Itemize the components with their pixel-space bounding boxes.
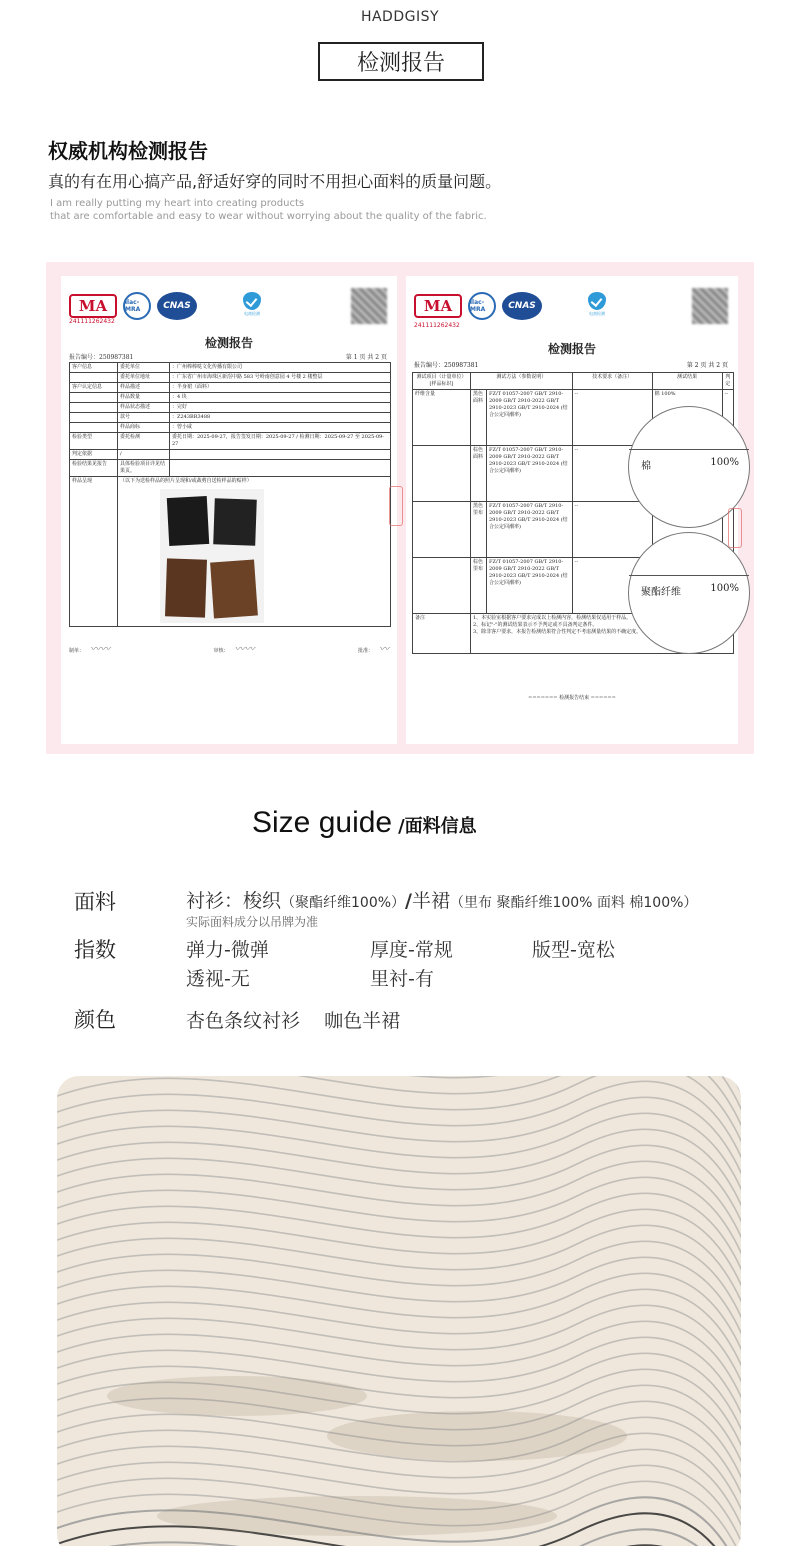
report-info-cell: / — [118, 450, 170, 460]
sign-check-label: 审核： — [213, 648, 229, 654]
thickness-value: 厚度-常规 — [370, 939, 453, 961]
ilac-seal-icon — [123, 292, 151, 320]
fabric-stripe — [57, 1076, 741, 1164]
report-info-cell: ：曾小咸 — [170, 423, 391, 433]
report-info-cell: ：广州棒棒哒文化传播有限公司 — [170, 363, 391, 373]
black-fabric-sample — [167, 496, 209, 546]
fabric-shirt: 衬衫：梭织 — [186, 890, 282, 912]
report-info-row — [70, 460, 391, 477]
fabric-note: 实际面料成分以吊牌为准 — [186, 915, 319, 929]
fabric-shirt-detail: （聚酯纤维100%） — [281, 895, 406, 911]
shield-check-icon — [239, 292, 265, 320]
color-value: 杏色条纹衬衫 咖色半裙 — [186, 1010, 401, 1032]
report-panel — [46, 262, 754, 754]
header-method: 测试方法（参数说明） — [471, 373, 573, 390]
report-info-row — [70, 383, 391, 393]
cma-label-2: MA — [423, 297, 453, 315]
fit-value: 版型-宽松 — [532, 939, 615, 961]
report-info-row — [70, 403, 391, 413]
report-info-cell: 样品状态描述 — [118, 403, 170, 413]
shield-check-icon-2 — [584, 292, 610, 320]
report-number: 报告编号：250987381 — [69, 354, 134, 361]
report-info-cell: ：Z243BR3488 — [170, 413, 391, 423]
fabric-stripe — [57, 1076, 741, 1212]
cnas-logo — [157, 292, 197, 320]
report-info-cell: 款号 — [118, 413, 170, 423]
report-info-cell: 委托日期：2025-09-27，报告签发日期：2025-09-27 / 检测日期：2025-09-27 至 2025-09-27 — [170, 433, 391, 450]
zoom-circle-polyester — [628, 532, 750, 654]
report-info-cell: ：4 块 — [170, 393, 391, 403]
sample-id-cell: 棕色里布 — [471, 558, 487, 614]
requirement-cell: -- — [572, 558, 652, 614]
sign-approve-label: 批准： — [357, 648, 373, 654]
report-info-cell: ：广东省广州市海珠区新滘中路 583 号岭南创意园 4 号楼 2 楼整层 — [170, 373, 391, 383]
report-info-cell — [70, 423, 118, 433]
authority-subheading: 真的有在用心搞产品,舒适好穿的同时不用担心面料的质量问题。 — [48, 172, 502, 191]
judgement-cell: -- — [722, 390, 733, 446]
fabric-skirt-detail: （里布 聚酯纤维100% 面料 棉100%） — [450, 895, 698, 911]
report-info-cell — [70, 373, 118, 383]
report-page-2 — [406, 276, 738, 744]
elasticity-value: 弹力-微弹 — [186, 939, 269, 961]
report-info-row — [70, 373, 391, 383]
ilac-seal-icon-2 — [468, 292, 496, 320]
report-info-cell: 样品商标 — [118, 423, 170, 433]
fiber-item-cell: 纤维含量 — [413, 390, 471, 446]
sample-photo-label: 样品呈现 — [70, 477, 118, 627]
report-info-cell: 具体检验项目详见结果页。 — [118, 460, 170, 477]
fiber-table-header — [413, 373, 734, 390]
english-line-1: I am really putting my heart into creating products — [50, 198, 305, 209]
signature-1: 〰〰 — [90, 644, 111, 655]
fabric-stripe — [57, 1076, 741, 1084]
fabric-fold-shadow — [157, 1496, 557, 1536]
report-info-row — [70, 363, 391, 373]
report-info-cell: 委托检测 — [118, 433, 170, 450]
method-cell: FZ/T 01057-2007 GB/T 2910-2009 GB/T 2910-2022 GB/T 2910-2023 GB/T 2910-2024 (结合公定回潮率) — [487, 558, 573, 614]
result-cell: 棉 100% — [652, 390, 722, 446]
method-cell: FZ/T 01057-2007 GB/T 2910-2009 GB/T 2910-2022 GB/T 2910-2023 GB/T 2910-2024 (结合公定回潮率) — [487, 390, 573, 446]
sample-id-cell: 棕色面料 — [471, 446, 487, 502]
cma-label: MA — [78, 297, 108, 315]
certification-logos-2 — [414, 292, 686, 320]
report-info-cell — [70, 393, 118, 403]
qr-code-icon-2 — [692, 288, 728, 324]
report-info-cell: 客户信息 — [70, 363, 118, 373]
shield-label: 电商检测 — [244, 311, 260, 316]
black-lining-sample — [213, 498, 257, 545]
zoom-polyester-value: 100% — [710, 583, 739, 594]
report-info-cell: ：半身裙（面料） — [170, 383, 391, 393]
report-info-cell — [70, 403, 118, 413]
size-guide-en: Size guide — [252, 806, 393, 839]
lining-value: 里衬-有 — [370, 968, 434, 990]
report-info-table — [69, 362, 391, 627]
english-line-2: that are comfortable and easy to wear without worrying about the quality of the fabric. — [50, 211, 487, 222]
report-info-cell: 样品数量 — [118, 393, 170, 403]
size-guide-cn: /面料信息 — [398, 816, 477, 837]
fabric-stripe — [57, 1076, 741, 1228]
remark-1: 1、本实验室根据客户要求完成以上检测内容，检测结果仅适用于样品。 — [473, 615, 632, 621]
cma-number: 241111262432 — [69, 318, 115, 325]
authority-english-text — [50, 197, 487, 223]
remarks-label: 备注 — [413, 614, 471, 654]
report-info-row — [70, 433, 391, 450]
requirement-cell: -- — [572, 502, 652, 558]
fabric-stripe — [57, 1076, 741, 1148]
fabric-closeup-photo — [57, 1076, 741, 1546]
report-title-2: 检测报告 — [547, 342, 596, 356]
section-title-box: 检测报告 — [318, 42, 484, 81]
report-title: 检测报告 — [204, 336, 253, 350]
size-guide-title — [252, 806, 477, 840]
header-test-item: 测试项目（计量单位）[样品标识] — [413, 373, 471, 390]
header-judgement: 判定 — [722, 373, 733, 390]
report-info-cell: 委托单位地址 — [118, 373, 170, 383]
ilac-label: ilac-MRA — [125, 299, 141, 313]
fabric-stripe — [57, 1076, 741, 1100]
report-info-cell: 判定依据 — [70, 450, 118, 460]
report-info-cell: ：完好 — [170, 403, 391, 413]
fabric-fold-shadow — [107, 1376, 367, 1416]
brown-lining-sample — [210, 560, 258, 619]
certification-logos — [69, 292, 341, 320]
method-cell: FZ/T 01057-2007 GB/T 2910-2009 GB/T 2910-2022 GB/T 2910-2023 GB/T 2910-2024 (结合公定回潮率) — [487, 446, 573, 502]
report-info-cell: 检验类型 — [70, 433, 118, 450]
report-info-cell: 客户认定信息 — [70, 383, 118, 393]
requirement-cell: -- — [572, 390, 652, 446]
report-info-row — [70, 423, 391, 433]
qr-code-icon — [351, 288, 387, 324]
cma-logo-2 — [414, 294, 462, 318]
authority-heading: 权威机构检测报告 — [48, 139, 208, 163]
report-info-cell: 委托单位 — [118, 363, 170, 373]
cma-number-2: 241111262432 — [414, 322, 460, 329]
fabric-value — [186, 886, 697, 913]
report-info-cell — [170, 460, 391, 477]
signature-row — [69, 640, 389, 655]
method-cell: FZ/T 01057-2007 GB/T 2910-2009 GB/T 2910-2022 GB/T 2910-2023 GB/T 2910-2024 (结合公定回潮率) — [487, 502, 573, 558]
report-number-2: 报告编号：250987381 — [414, 362, 479, 369]
fabric-stripe — [57, 1076, 741, 1180]
sheer-value: 透视-无 — [186, 968, 250, 990]
report-info-row — [70, 413, 391, 423]
header-requirement: 技术要求（备注） — [572, 373, 652, 390]
signature-3: 〰 — [378, 644, 389, 655]
zoom-cotton-label: 棉 — [641, 461, 651, 472]
ilac-label-2: ilac-MRA — [470, 299, 486, 313]
zoom-polyester-label: 聚酯纤维 — [641, 587, 681, 598]
color-label: 颜色 — [74, 1008, 116, 1032]
sample-photos — [160, 489, 264, 623]
red-stamp-mark — [389, 486, 403, 526]
report-page-number-2: 第 2 页 共 2 页 — [686, 362, 728, 369]
index-label: 指数 — [74, 938, 116, 962]
header-result: 测试结果 — [652, 373, 722, 390]
brand-name: HADDGISY — [360, 9, 440, 25]
signature-2: 〰〰 — [234, 644, 255, 655]
requirement-cell: -- — [572, 446, 652, 502]
fabric-fold-shadow — [327, 1411, 627, 1461]
fabric-separator: / — [405, 890, 412, 912]
report-page-1 — [61, 276, 397, 744]
fabric-stripe — [57, 1076, 741, 1132]
fiber-item-cell — [413, 446, 471, 502]
fiber-item-cell — [413, 502, 471, 558]
shield-label-2: 电商检测 — [589, 311, 605, 316]
report-info-cell: 检验结果见报告 — [70, 460, 118, 477]
report-info-cell: 样品描述 — [118, 383, 170, 393]
fiber-item-cell — [413, 558, 471, 614]
cma-logo — [69, 294, 117, 318]
report-info-row — [70, 450, 391, 460]
cnas-label: CNAS — [163, 301, 191, 311]
report-info-cell — [170, 450, 391, 460]
striped-fabric-image — [57, 1076, 741, 1546]
report-page-number: 第 1 页 共 2 页 — [345, 354, 387, 361]
sample-photo-row — [70, 477, 391, 627]
cnas-logo-2 — [502, 292, 542, 320]
report-info-cell — [70, 413, 118, 423]
fabric-label: 面料 — [74, 890, 116, 914]
red-stamp-mark-2 — [728, 508, 742, 548]
sample-id-cell: 黑色里布 — [471, 502, 487, 558]
fabric-skirt: 半裙 — [412, 890, 451, 912]
report-end-text: ======= 检测报告结束 ====== — [528, 695, 616, 701]
remark-3: 3、除非客户要求，本报告检测结果符合性判定不考虑测量结果的不确定度。 — [473, 629, 642, 635]
sign-make-label: 制单： — [69, 648, 85, 654]
sample-id-cell: 黑色面料 — [471, 390, 487, 446]
zoom-cotton-value: 100% — [710, 457, 739, 468]
report-info-row — [70, 393, 391, 403]
remark-2: 2、标记"-"的测试结果表示不予判定或不具备判定条件。 — [473, 622, 598, 628]
sample-photo-note: （以下为送检样品的照片呈现和/或裁剪自送检样品的贴样） — [120, 478, 252, 484]
cnas-label-2: CNAS — [508, 301, 536, 311]
brown-fabric-sample — [165, 558, 207, 617]
